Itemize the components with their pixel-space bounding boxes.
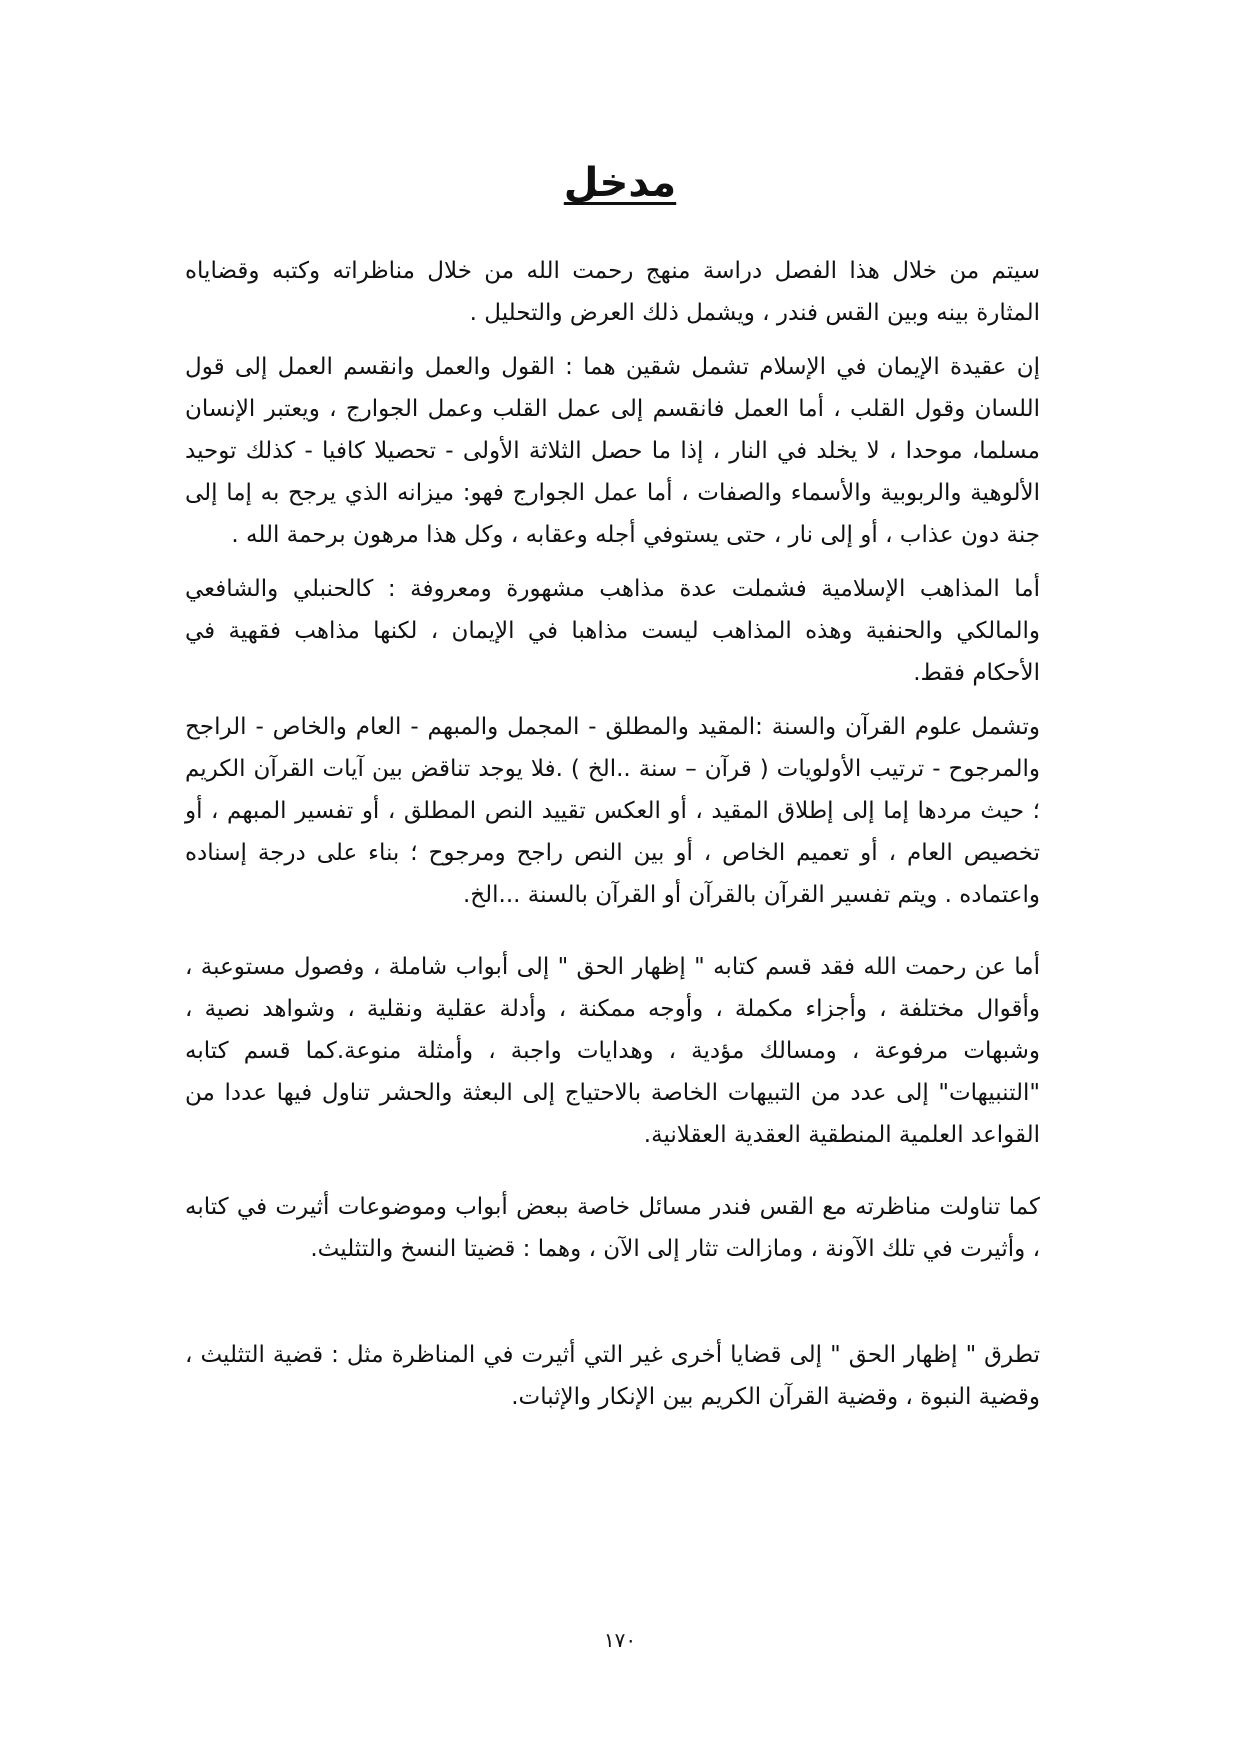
body-text	[185, 250, 1040, 1430]
paragraph-schools: أما المذاهب الإسلامية فشملت عدة مذاهب مشهورة ومعروفة : كالحنبلي والشافعي والمالكي والحنفية وهذه المذاهب ليست مذاهبا في الإيمان ، لكنها مذاهب فقهية في الأحكام فقط.	[185, 576, 1040, 686]
paragraph-intro: سيتم من خلال هذا الفصل دراسة منهج رحمت الله من خلال مناظراته وكتبه وقضاياه المثارة بينه وبين القس فندر ، ويشمل ذلك العرض والتحليل .	[185, 258, 1040, 326]
paragraph-book-structure: أما عن رحمت الله فقد قسم كتابه " إظهار الحق " إلى أبواب شاملة ، وفصول مستوعبة ، وأقوال مختلفة ، وأجزاء مكملة ، وأوجه ممكنة ، وأدلة عقلية ونقلية ، وشواهد نصية ، وشبهات مرفوعة ، ومسالك مؤدية ، وهدايات واجبة ، وأمثلة منوعة.كما قسم كتابه "التنبيهات" إلى عدد من التبيهات الخاصة بالاحتياج إلى البعثة والحشر تناول فيها عددا من القواعد العلمية المنطقية العقدية العقلانية.	[185, 954, 1040, 1148]
paragraph-faith: إن عقيدة الإيمان في الإسلام تشمل شقين هما : القول والعمل وانقسم العمل إلى قول اللسان وقول القلب ، أما العمل فانقسم إلى عمل القلب وعمل الجوارج ، ويعتبر الإنسان مسلما، موحدا ، لا يخلد في النار ، إذا ما حصل الثلاثة الأولى - تحصيلا كافيا - كذلك توحيد الألوهية والربوبية والأسماء والصفات ، أما عمل الجوارج فهو: ميزانه الذي يرجح به إما إلى جنة دون عذاب ، أو إلى نار ، حتى يستوفي أجله وعقابه ، وكل هذا مرهون برحمة الله .	[185, 354, 1040, 548]
paragraph-quran-sciences: وتشمل علوم القرآن والسنة :المقيد والمطلق - المجمل والمبهم - العام والخاص - الراجح والمرجوح - ترتيب الأولويات ( قرآن – سنة ..الخ ) .فلا يوجد تناقض بين آيات القرآن الكريم ؛ حيث مردها إما إلى إطلاق المقيد ، أو العكس تقييد النص المطلق ، أو تفسير المبهم ، أو تخصيص العام ، أو تعميم الخاص ، أو بين النص راجح ومرجوح ؛ بناء على درجة إسناده واعتماده . ويتم تفسير القرآن بالقرآن أو القرآن بالسنة ...الخ.	[185, 714, 1040, 908]
page-number: ١٧٠	[603, 1628, 637, 1652]
page-title: مدخل	[563, 160, 677, 206]
paragraph-debate: كما تناولت مناظرته مع القس فندر مسائل خاصة ببعض أبواب وموضوعات أثيرت في كتابه ، وأثيرت في تلك الآونة ، ومازالت تثار إلى الآن ، وهما : قضيتا النسخ والتثليث.	[185, 1194, 1040, 1262]
paragraph-other-issues: تطرق " إظهار الحق " إلى قضايا أخرى غير التي أثيرت في المناظرة مثل : قضية التثليث ، وقضية النبوة ، وقضية القرآن الكريم بين الإنكار والإثبات.	[185, 1342, 1040, 1410]
